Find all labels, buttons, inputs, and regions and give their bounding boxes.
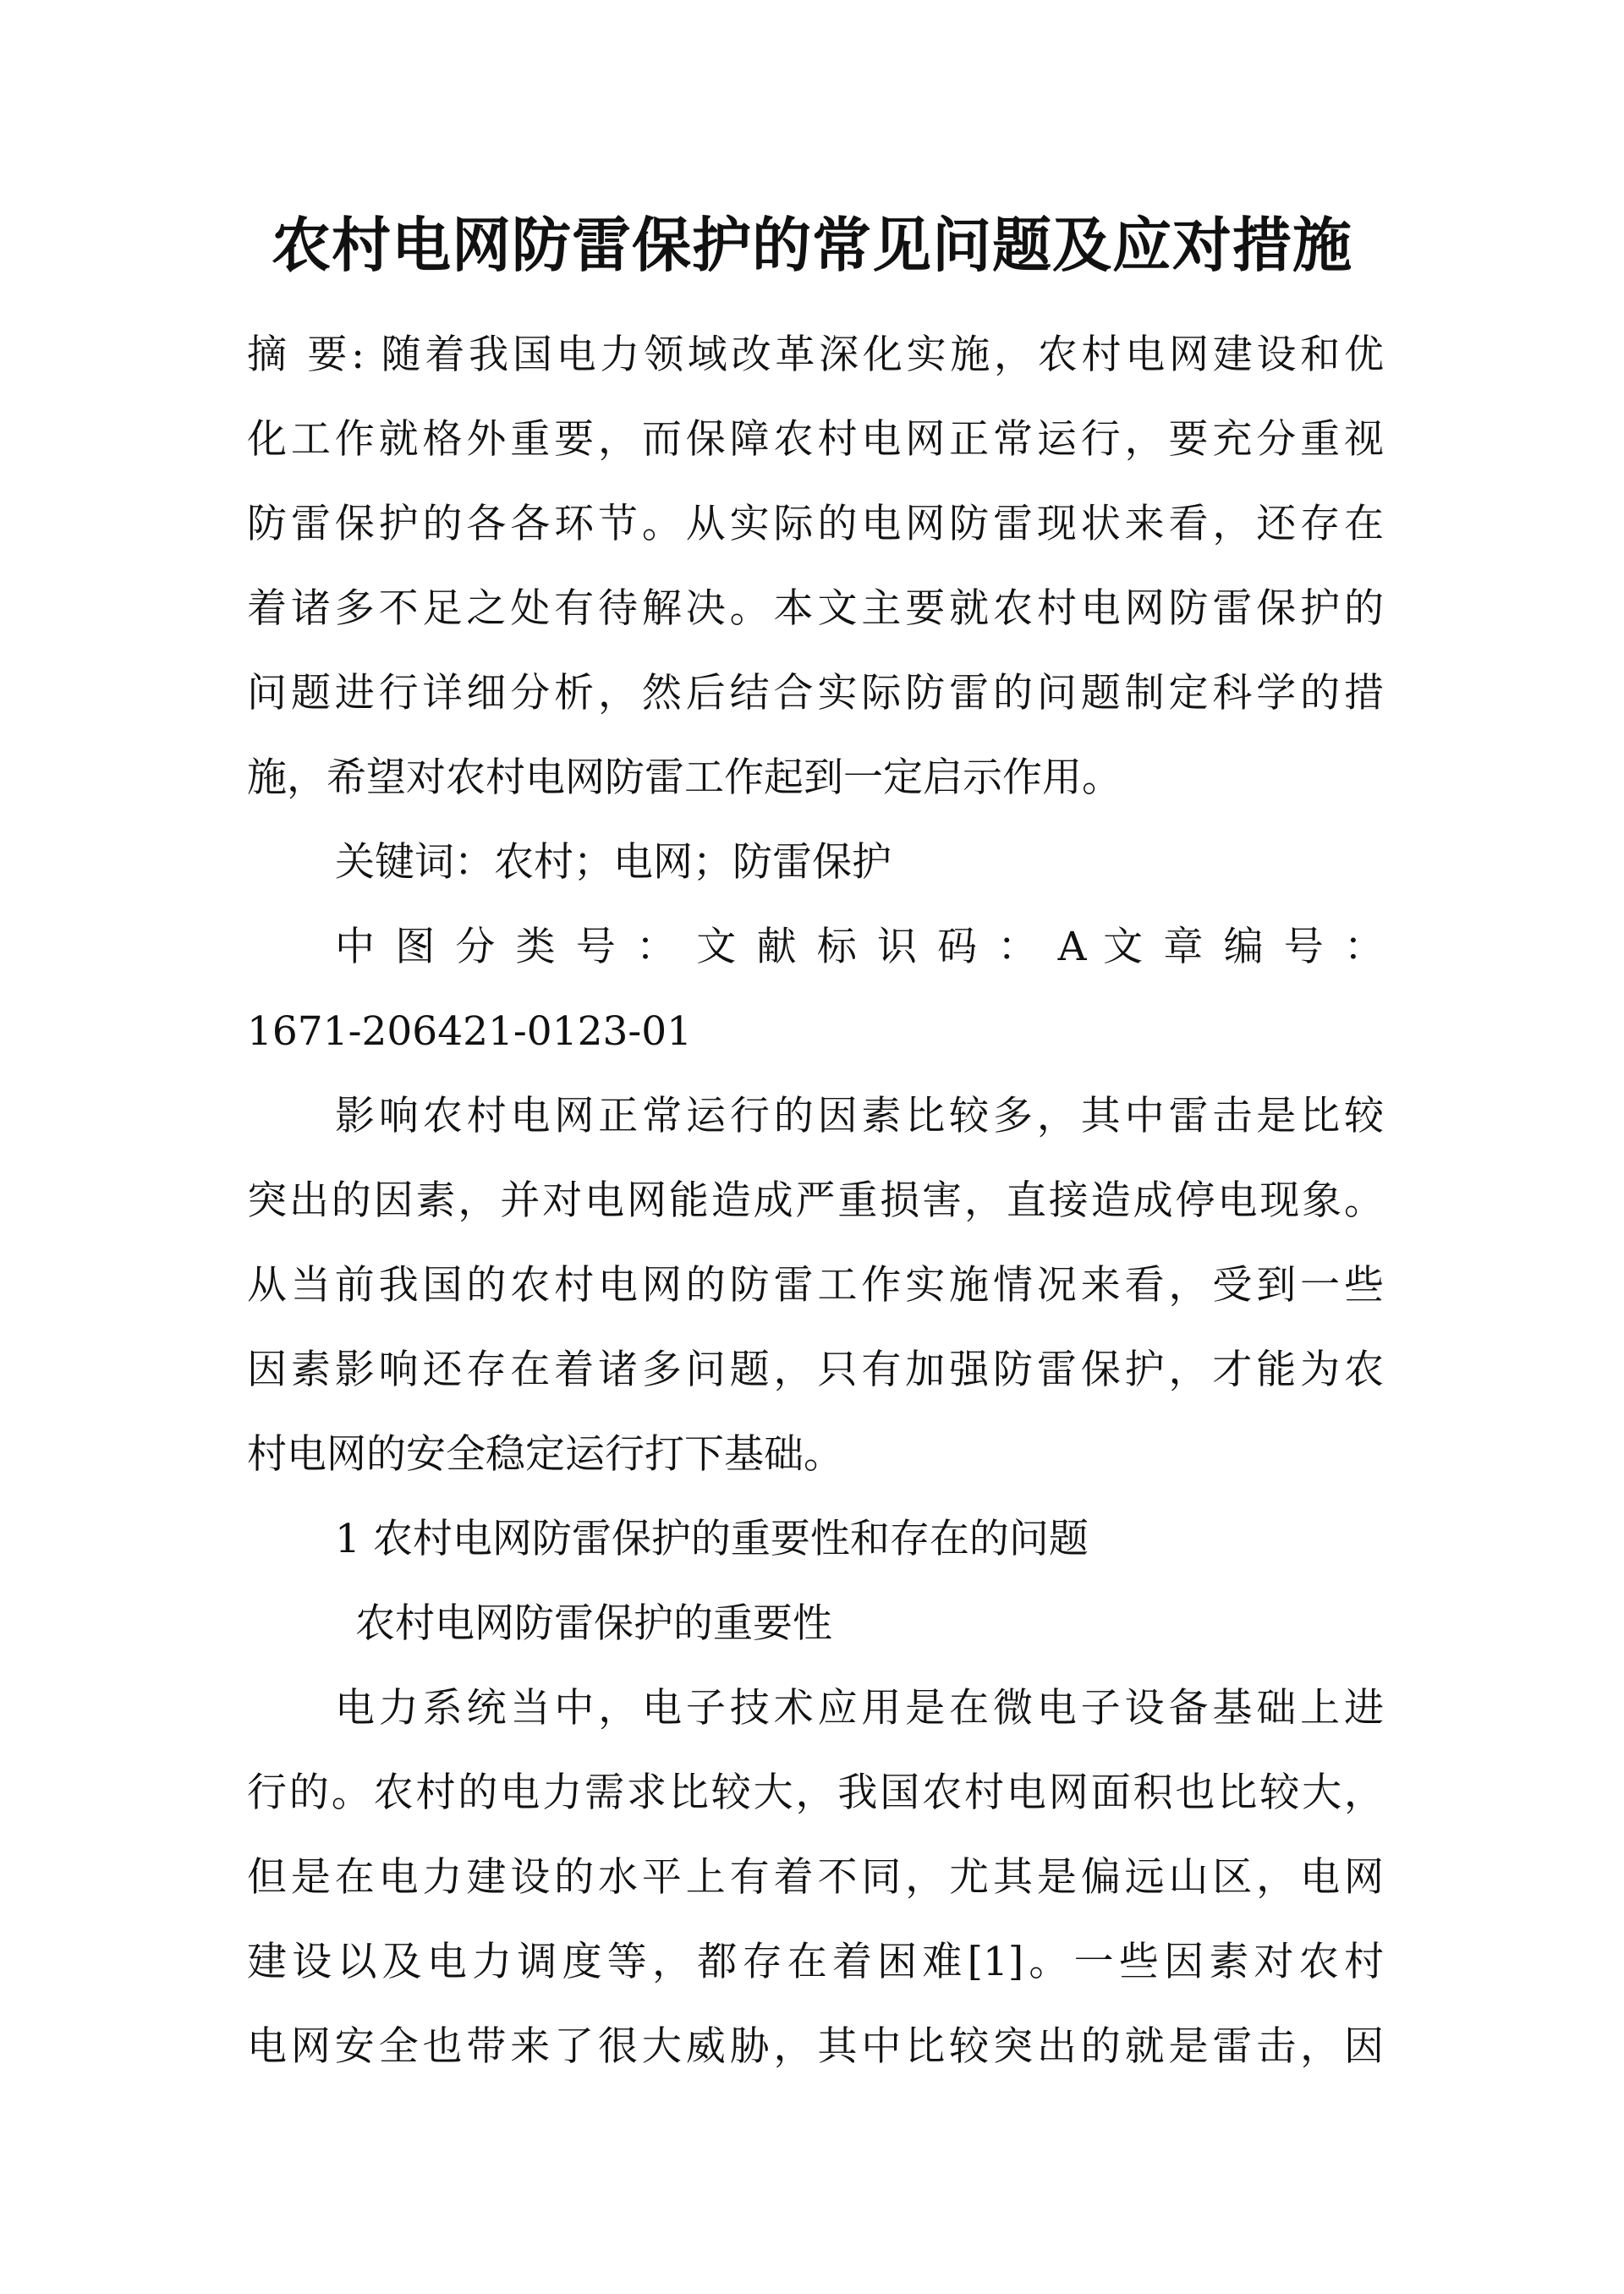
subsection-heading: 农村电网防雷保护的重要性 [355,1600,832,1647]
abstract-line-1: 摘 要: 随着我国电力领域改革深化实施，农村电网建设和优 [247,332,1384,378]
abstract-line-2: 化工作就格外重要，而保障农村电网正常运行，要充分重视 [247,416,1384,463]
keywords-line: 关键词：农村；电网；防雷保护 [335,839,892,886]
intro-line-1: 影响农村电网正常运行的因素比较多，其中雷击是比较 [335,1093,1384,1139]
intro-line-5: 村电网的安全稳定运行打下基础。 [247,1431,843,1478]
article-number-line: 1671-206421-0123-01 [247,1008,693,1055]
abstract-line-4: 着诸多不足之处有待解决。本文主要就农村电网防雷保护的 [247,585,1384,632]
section-heading-1: 1 农村电网防雷保护的重要性和存在的问题 [335,1516,1089,1562]
abstract-line-3: 防雷保护的各各环节。从实际的电网防雷现状来看，还存在 [247,501,1384,547]
body-line-2: 行的。农村的电力需求比较大，我国农村电网面积也比较大， [247,1770,1384,1816]
intro-line-2: 突出的因素，并对电网能造成严重损害，直接造成停电现象。 [247,1177,1384,1224]
body-line-4: 建设以及电力调度等，都存在着困难[1]。一些因素对农村 [247,1939,1384,1985]
document-title: 农村电网防雷保护的常见问题及应对措施 [272,211,1352,280]
abstract-line-5: 问题进行详细分析，然后结合实际防雷的问题制定科学的措 [247,670,1384,716]
body-line-1: 电力系统当中，电子技术应用是在微电子设备基础上进 [335,1685,1384,1731]
body-line-5: 电网安全也带来了很大威胁，其中比较突出的就是雷击，因 [247,2023,1384,2070]
intro-line-3: 从当前我国的农村电网的防雷工作实施情况来看，受到一些 [247,1262,1384,1309]
abstract-line-6: 施，希望对农村电网防雷工作起到一定启示作用。 [247,755,1122,801]
body-line-3: 但是在电力建设的水平上有着不同，尤其是偏远山区，电网 [247,1854,1384,1901]
intro-line-4: 因素影响还存在着诸多问题，只有加强防雷保护，才能为农 [247,1347,1384,1393]
classification-line: 中 图 分 类 号 ： 文 献 标 识 码 ： A 文 章 编 号 ： [335,924,1384,970]
